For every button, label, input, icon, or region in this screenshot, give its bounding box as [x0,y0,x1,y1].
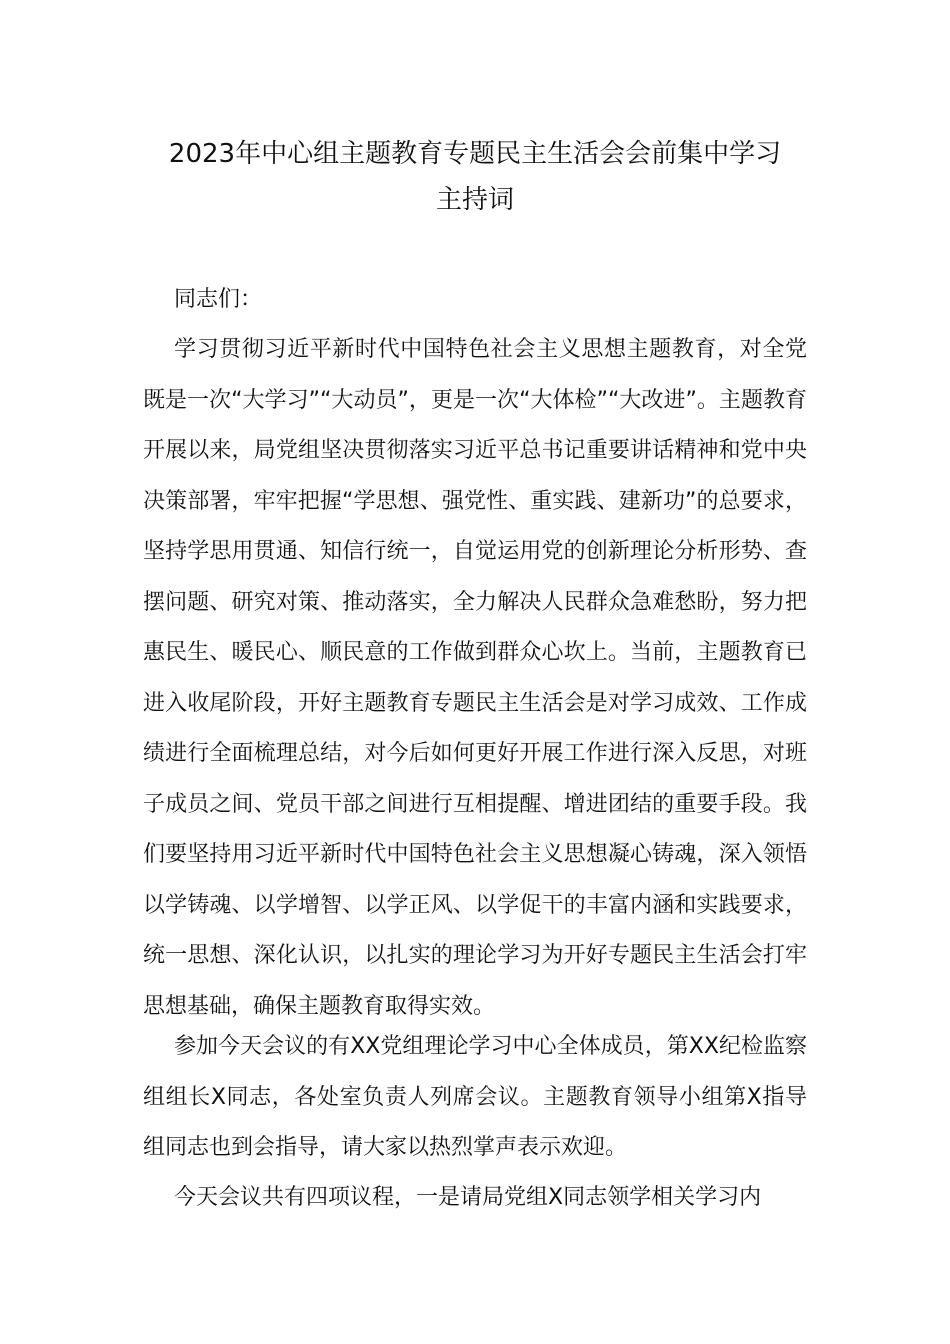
salutation: 同志们： [174,287,263,312]
paragraph-intro: 学习贯彻习近平新时代中国特色社会主义思想主题教育，对全党既是一次“大学习”“大动员”，更是一次“大体检”“大改进”。主题教育开展以来，局党组坚决贯彻落实习近平总书记重要讲话精神和党中央决策部署，牢牢把握“学思想、强党性、重实践、建新功”的总要求，坚持学思用贯通、知信行统一，自觉运用党的创新理论分析形势、查摆问题、研究对策、推动落实，全力解决人民群众急难愁盼，努力把惠民生、暖民心、顺民意的工作做到群众心坎上。当前，主题教育已进入收尾阶段，开好主题教育专题民主生活会是对学习成效、工作成绩进行全面梳理总结，对今后如何更好开展工作进行深入反思，对班子成员之间、党员干部之间进行互相提醒、增进团结的重要手段。我们要坚持用习近平新时代中国特色社会主义思想凝心铸魂，深入领悟以学铸魂、以学增智、以学正风、以学促干的丰富内涵和实践要求，统一思想、深化认识，以扎实的理论学习为开好专题民主生活会打牢思想基础，确保主题教育取得实效。 [143,337,807,1019]
paragraph-attendees: 参加今天会议的有XX党组理论学习中心全体成员，第XX纪检监察组组长X同志，各处室负责人列席会议。主题教育领导小组第X指导组同志也到会指导，请大家以热烈掌声表示欢迎。 [143,1034,807,1160]
document-title-line-1: 2023年中心组主题教育专题民主生活会会前集中学习 [168,139,782,169]
paragraph-agenda: 今天会议共有四项议程，一是请局党组X同志领学相关学习内 [174,1185,762,1210]
document-title-line-2: 主持词 [435,185,514,215]
